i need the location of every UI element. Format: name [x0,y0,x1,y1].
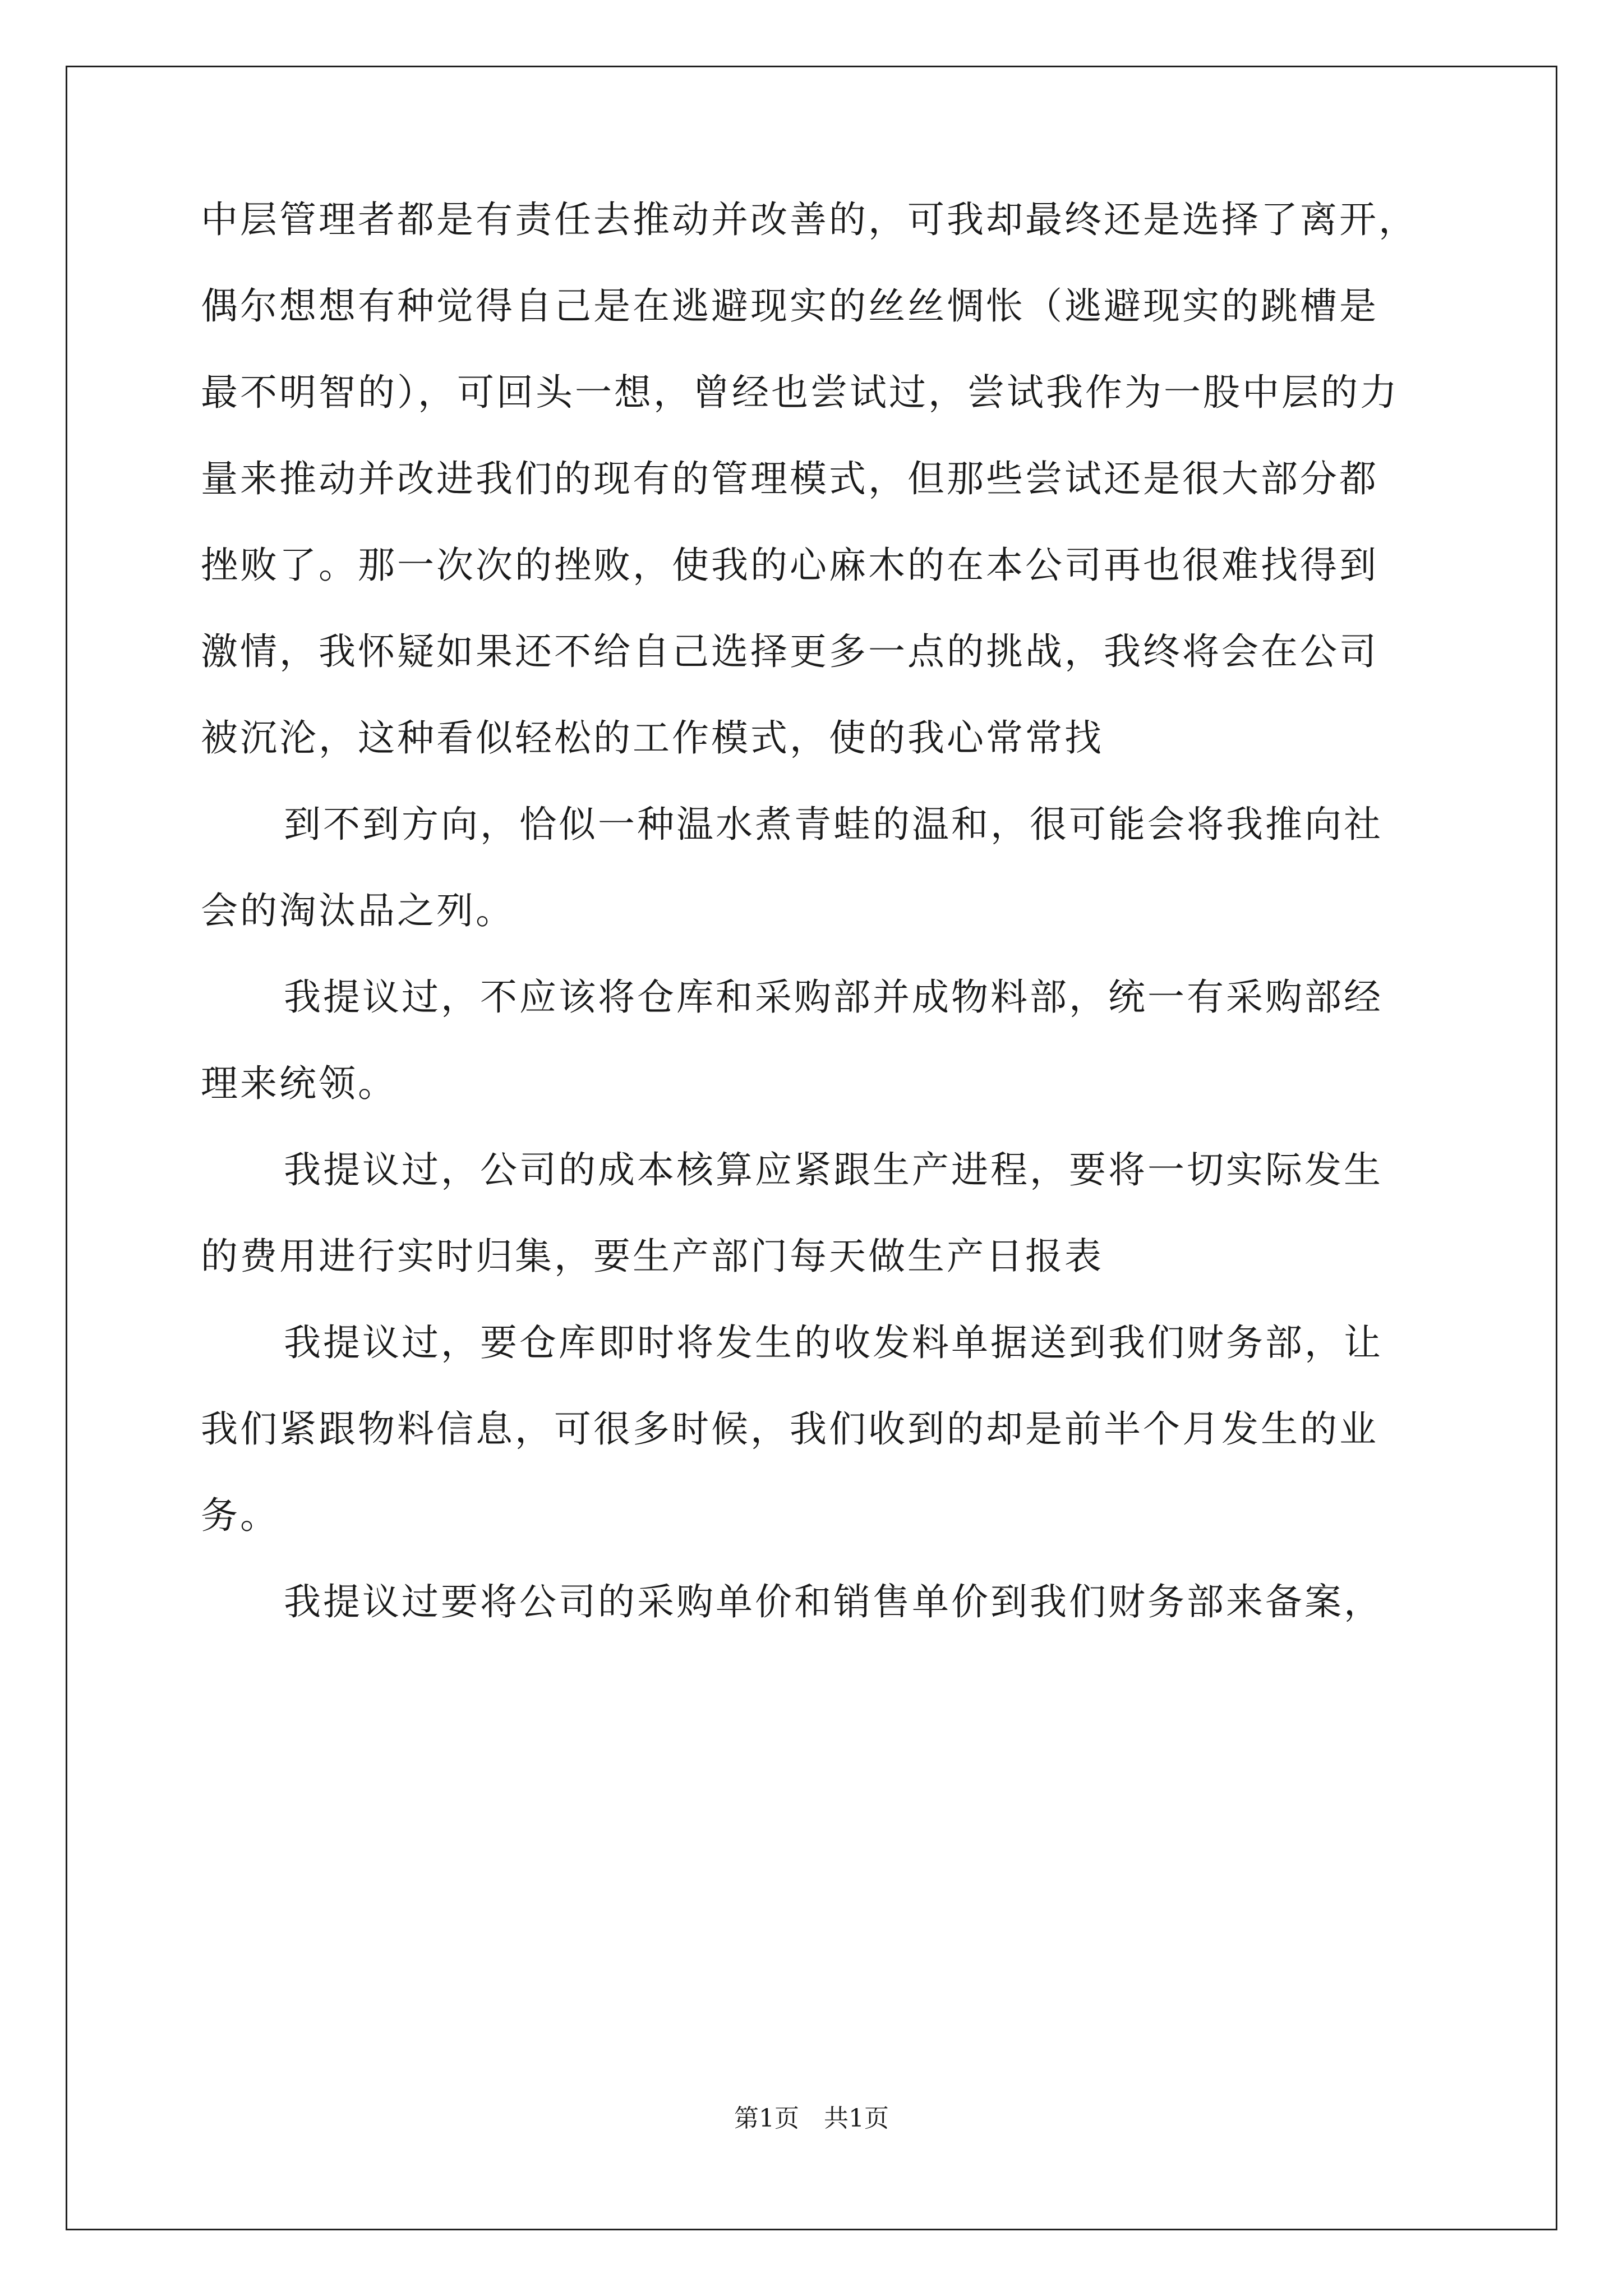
text-line-indented: 我提议过，公司的成本核算应紧跟生产进程，要将一切实际发生 [284,1148,1383,1191]
text-line: 的费用进行实时归集，要生产部门每天做生产日报表 [201,1235,1104,1278]
document-body [201,177,1435,1645]
text-line-indented: 我提议过，要仓库即时将发生的收发料单据送到我们财务部，让 [284,1321,1383,1364]
text-line: 激情，我怀疑如果还不给自己选择更多一点的挑战，我终将会在公司 [201,630,1378,673]
text-line: 中层管理者都是有责任去推动并改善的，可我却最终还是选择了离开， [201,198,1418,241]
text-line: 理来统领。 [201,1062,397,1105]
text-line-indented: 我提议过，不应该将仓库和采购部并成物料部，统一有采购部经 [284,976,1383,1019]
text-line: 量来推动并改进我们的现有的管理模式，但那些尝试还是很大部分都 [201,457,1378,500]
page-footer: 第1页 共1页 [734,2104,889,2133]
text-line-indented: 到不到方向，恰似一种温水煮青蛙的温和，很可能会将我推向社 [284,803,1383,846]
text-line: 被沉沦，这种看似轻松的工作模式，使的我心常常找 [201,716,1104,760]
text-line: 我们紧跟物料信息，可很多时候，我们收到的却是前半个月发生的业 [201,1407,1378,1451]
text-line: 挫败了。那一次次的挫败，使我的心麻木的在本公司再也很难找得到 [201,544,1378,587]
text-line: 偶尔想想有种觉得自己是在逃避现实的丝丝惆怅（逃避现实的跳槽是 [201,284,1378,328]
text-line: 最不明智的），可回头一想，曾经也尝试过，尝试我作为一股中层的力 [201,371,1399,414]
text-line-indented: 我提议过要将公司的采购单价和销售单价到我们财务部来备案， [284,1580,1383,1623]
text-line: 会的淘汰品之列。 [201,889,515,932]
text-line: 务。 [201,1494,279,1537]
